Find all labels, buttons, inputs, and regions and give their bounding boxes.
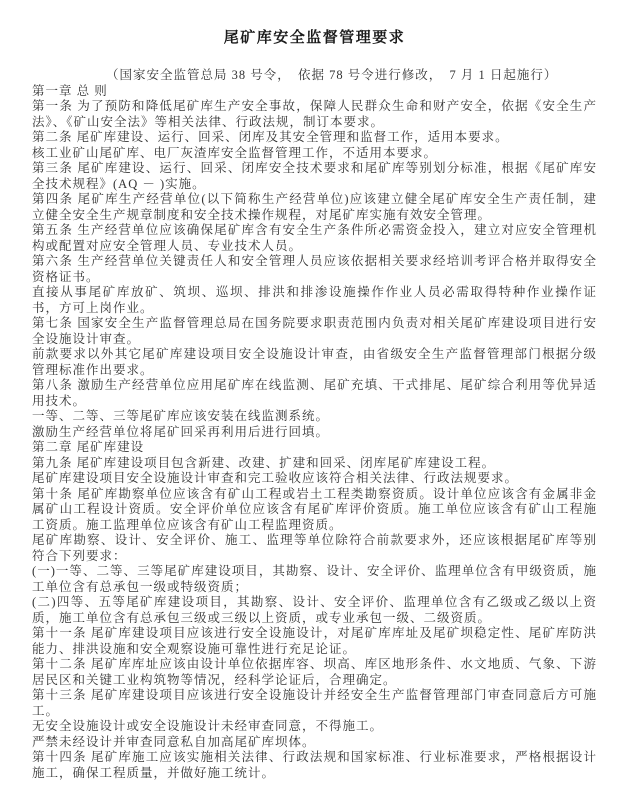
chapter-heading: 第一章 总 则 <box>32 83 108 98</box>
paragraph: 尾矿库勘察、设计、安全评价、施工、监理等单位除符合前款要求外，还应该根据尾矿库等别符合下列要求： <box>32 533 597 563</box>
paragraph: 激励生产经营单位将尾矿回采再利用后进行回填。 <box>32 424 330 439</box>
paragraph: 第五条 生产经营单位应该确保尾矿库含有安全生产条件所必需资金投入，建立对应安全管理机构或配置对应安全管理人员、专业技术人员。 <box>32 223 597 253</box>
paragraph: 第十一条 尾矿库建设项目应该进行安全设施设计，对尾矿库库址及尾矿坝稳定性、尾矿库防洪能力、排洪设施和安全观察设施可靠性进行充足论证。 <box>32 626 597 656</box>
paragraph: 第八条 激励生产经营单位应用尾矿库在线监测、尾矿充填、干式排尾、尾矿综合利用等优异适用技术。 <box>32 378 597 408</box>
paragraph: 第二条 尾矿库建设、运行、回采、闭库及其安全管理和监督工作，适用本要求。 <box>32 130 509 144</box>
paragraph: 尾矿库建设项目安全设施设计审查和完工验收应该符合相关法律、行政法规要求。 <box>32 471 519 485</box>
paragraph: 严禁未经设计并审查同意私自加高尾矿库坝体。 <box>32 734 316 749</box>
chapter-heading: 第二章 尾矿库建设 <box>32 440 145 454</box>
paragraph: 第九条 尾矿库建设项目包含新建、改建、扩建和回采、闭库尾矿库建设工程。 <box>32 455 496 470</box>
paragraph: 第十四条 尾矿库施工应该实施相关法律、行政法规和国家标准、行业标准要求，严格根据设计施工，确保工程质量，并做好施工统计。 <box>32 750 597 780</box>
paragraph: 第十条 尾矿库勘察单位应该含有矿山工程或岩土工程类勘察资质。设计单位应该含有金属非金属矿山工程设计资质。安全评价单位应该含有尾矿库评价资质。施工单位应该含有矿山工程施工资质。施工监理单位应该含有矿山工程监理资质。 <box>32 486 597 532</box>
paragraph: 第六条 生产经营单位关键责任人和安全管理人员应该依据相关要求经培训考评合格并取得安全资格证书。 <box>32 254 597 284</box>
paragraph: 第三条 尾矿库建设、运行、回采、闭库安全技术要求和尾矿库等别划分标准，根据《尾矿库安全技术规程》(AQ － )实施。 <box>32 161 597 191</box>
paragraph: 无安全设施设计或安全设施设计未经审查同意，不得施工。 <box>32 719 384 733</box>
paragraph: 直接从事尾矿库放矿、筑坝、巡坝、排洪和排渗设施操作作业人员必需取得特种作业操作证书，方可上岗作业。 <box>32 285 597 315</box>
paragraph: 核工业矿山尾矿库、电厂灰渣库安全监督管理工作，不适用本要求。 <box>32 145 438 160</box>
paragraph: 第四条 尾矿库生产经营单位(以下简称生产经营单位)应该建立健全尾矿库安全生产责任制，建立健全安全生产规章制度和安全技术操作规程，对尾矿库实施有效安全管理。 <box>32 192 597 222</box>
paragraph: (一)一等、二等、三等尾矿库建设项目，其勘察、设计、安全评价、监理单位含有甲级资质，施工单位含有总承包一级或特级资质； <box>32 564 597 594</box>
paragraph: 第十二条 尾矿库库址应该由设计单位依据库容、坝高、库区地形条件、水文地质、气象、下游居民区和关键工业构筑物等情况，经科学论证后，合理确定。 <box>32 657 597 687</box>
paragraph: 一等、二等、三等尾矿库应该安装在线监测系统。 <box>32 409 330 423</box>
paragraph-list <box>32 84 597 782</box>
paragraph: 第十三条 尾矿库建设项目应该进行安全设施设计并经安全生产监督管理部门审查同意后方可施工。 <box>32 688 597 718</box>
paragraph: 前款要求以外其它尾矿库建设项目安全设施设计审查，由省级安全生产监督管理部门根据分级管理标准作出要求。 <box>32 347 597 377</box>
document-byline: （国家安全监管总局 38 号令， 依据 78 号令进行修改， 7 月 1 日起施行） <box>106 68 558 82</box>
paragraph: 第七条 国家安全生产监督管理总局在国务院要求职责范围内负责对相关尾矿库建设项目进行安全设施设计审查。 <box>32 316 597 346</box>
paragraph: 第一条 为了预防和降低尾矿库生产安全事故，保障人民群众生命和财产安全，依据《安全生产法》、《矿山安全法》等相关法律、行政法规，制订本要求。 <box>32 99 597 129</box>
document-title: 尾矿库安全监督管理要求 <box>223 30 406 46</box>
paragraph: (二)四等、五等尾矿库建设项目，其勘察、设计、安全评价、监理单位含有乙级或乙级以上资质，施工单位含有总承包三级或三级以上资质，或专业承包一级、二级资质。 <box>32 595 597 625</box>
